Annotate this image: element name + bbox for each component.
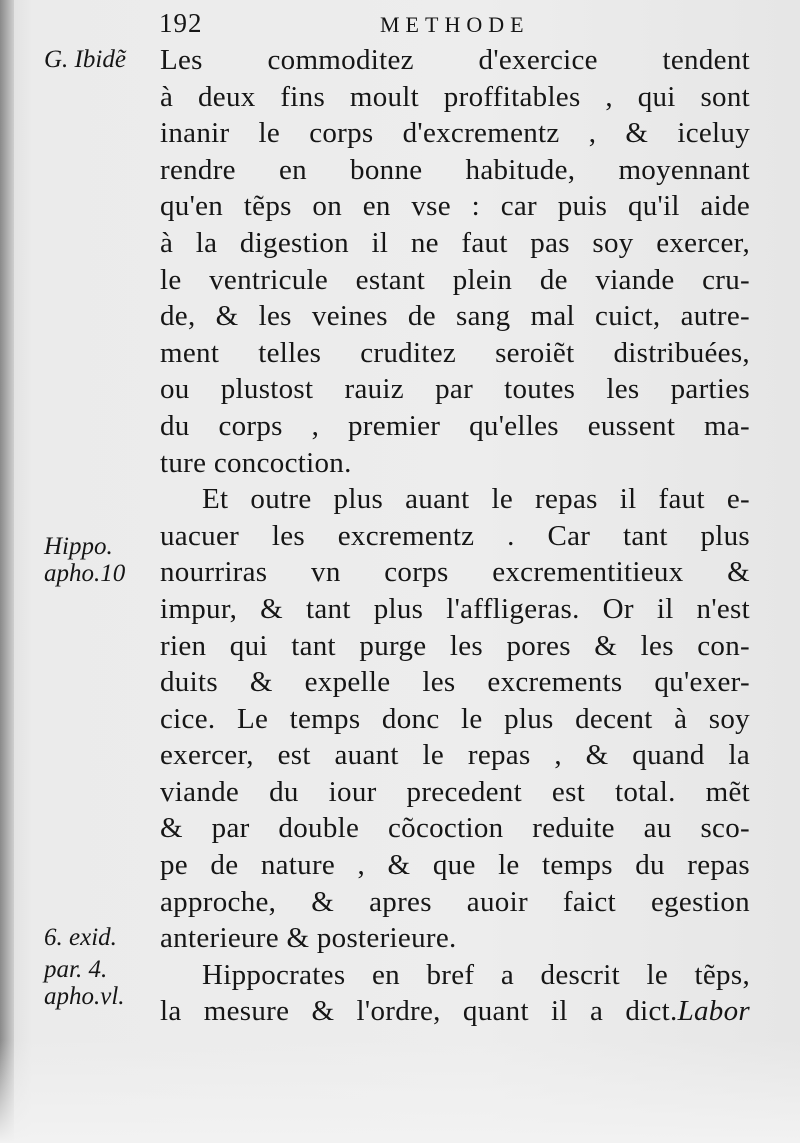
text-line: duits & expelle les excrements qu'exer- (160, 666, 750, 699)
text-line: rien qui tant purge les pores & les con- (160, 629, 750, 662)
text-line: inanir le corps d'excrementz , & iceluy (160, 117, 750, 150)
margin-note-line: par. 4. (44, 956, 108, 983)
text-line-with-catchword (160, 993, 750, 1030)
text-line: Les commoditez d'exercice tendent (160, 44, 750, 76)
text-line: pe de nature , & que le temps du repas (160, 849, 750, 882)
text-line: exercer, est auant le repas , & quand la (160, 739, 750, 772)
text-line: le ventricule estant plein de viande cru- (160, 263, 750, 296)
text-line: de, & les veines de sang mal cuict, autre- (160, 300, 750, 333)
text-line: ou plustost rauiz par toutes les parties (160, 373, 750, 406)
text-line: uacuer les excrementz . Car tant plus (160, 519, 750, 552)
text-line: à deux fins moult proffitables , qui sont (160, 80, 750, 113)
page-bottom-margin (0, 1040, 800, 1143)
page-number: 192 (159, 8, 203, 38)
text-line: du corps , premier qu'elles eussent ma- (160, 409, 750, 442)
margin-note (44, 533, 160, 587)
margin-note-line: 6. exid. (44, 924, 117, 951)
margin-note (44, 956, 160, 1010)
margin-note-line: G. Ibidẽ (44, 46, 126, 73)
paragraph-start-line: Et outre plus auant le repas il faut e- (202, 483, 750, 516)
gutter-shadow (0, 0, 14, 1143)
text-line: ment telles cruditez seroiẽt distribuées, (160, 336, 750, 369)
page-header (0, 8, 800, 38)
margin-note-line: apho.10 (44, 560, 126, 587)
text-line: cice. Le temps donc le plus decent à soy (160, 702, 750, 735)
margin-note-line: apho.vl. (44, 983, 125, 1010)
italic-word: Labor (677, 995, 750, 1028)
text-line: approche, & apres auoir faict egestion (160, 885, 750, 918)
text-line: anterieure & posterieure. (160, 922, 457, 955)
paragraph-start-line: Hippocrates en bref a descrit le tẽps, (202, 958, 750, 991)
margin-note-line: Hippo. (44, 533, 113, 560)
text-line: qu'en tẽps on en vse : car puis qu'il aide (160, 190, 750, 223)
text-line: viande du iour precedent est total. mẽt (160, 775, 750, 808)
text-line: impur, & tant plus l'affligeras. Or il n'est (160, 592, 750, 625)
main-text-block (160, 42, 750, 1030)
running-head: METHODE (380, 12, 530, 37)
text-segment: la mesure & l'ordre, quant il a dict. (160, 995, 678, 1028)
margin-note (44, 46, 160, 73)
text-line: ture concoction. (160, 446, 352, 479)
text-line: nourriras vn corps excrementitieux & (160, 556, 750, 589)
text-line: & par double cõcoction reduite au sco- (160, 812, 750, 845)
text-line: à la digestion il ne faut pas soy exercer, (160, 226, 750, 259)
margin-note (44, 924, 160, 951)
text-line: rendre en bonne habitude, moyennant (160, 153, 750, 186)
